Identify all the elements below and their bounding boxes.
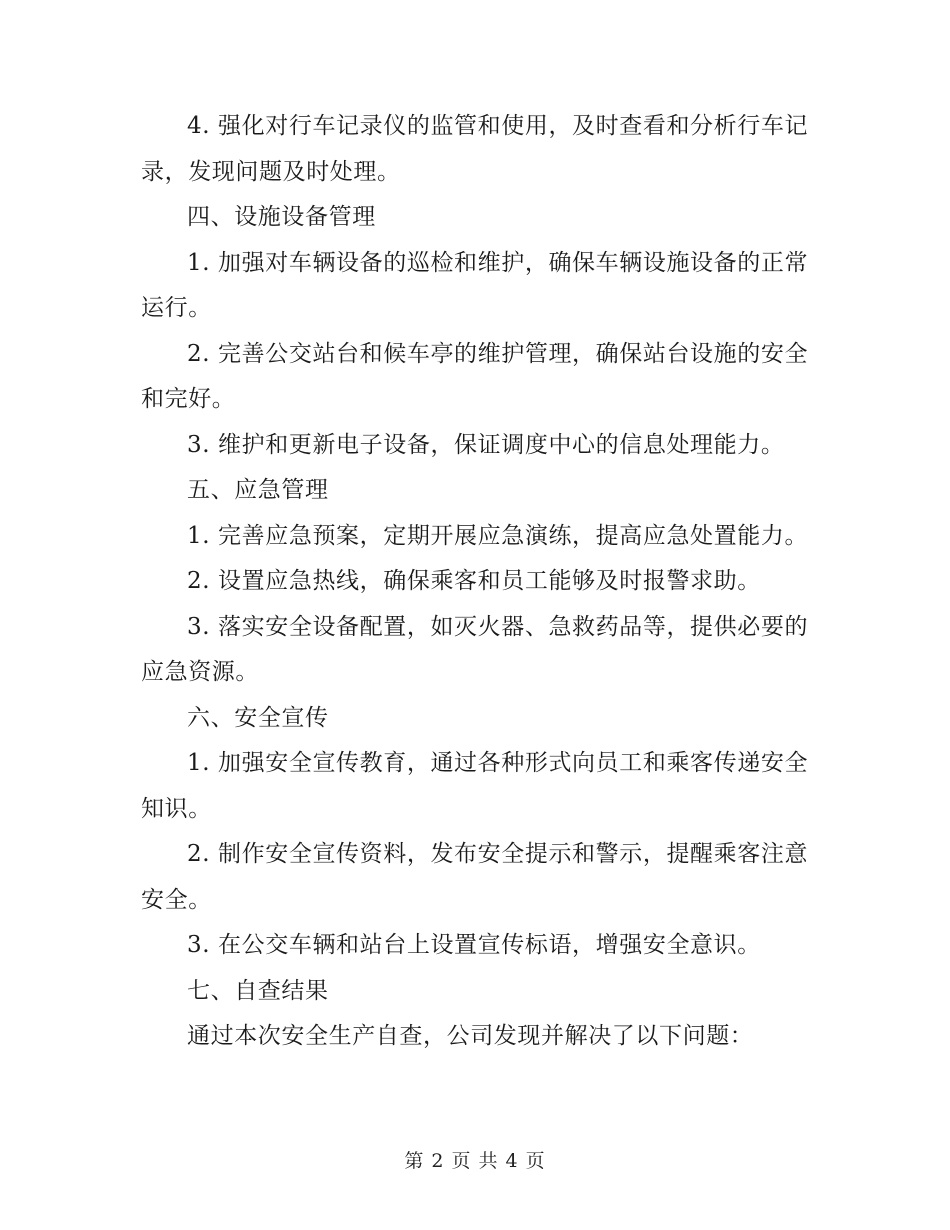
- page-number-footer: 第 2 页 共 4 页: [404, 1150, 546, 1172]
- section-heading-publicity: 六、安全宣传: [187, 704, 329, 731]
- document-body: [141, 104, 813, 1060]
- paragraph-item-1-emergency-plan: 1. 完善应急预案，定期开展应急演练，提高应急处置能力。: [187, 522, 809, 549]
- paragraph-item-2-safety-materials: 2. 制作安全宣传资料，发布安全提示和警示，提醒乘客注意安全。: [141, 841, 809, 913]
- paragraph-item-2-hotline: 2. 设置应急热线，确保乘客和员工能够及时报警求助。: [187, 568, 761, 594]
- paragraph-item-3-safety-equipment: 3. 落实安全设备配置，如灭火器、急救药品等，提供必要的应急资源。: [141, 613, 809, 685]
- paragraph-item-1-vehicle-inspection: 1. 加强对车辆设备的巡检和维护，确保车辆设施设备的正常运行。: [141, 249, 809, 321]
- section-heading-emergency: 五、应急管理: [187, 477, 329, 503]
- section-heading-facilities: 四、设施设备管理: [187, 204, 376, 230]
- section-heading-results: 七、自查结果: [187, 977, 329, 1004]
- paragraph-item-4-dashcam: 4. 强化对行车记录仪的监管和使用，及时查看和分析行车记录，发现问题及时处理。: [141, 113, 809, 185]
- paragraph-results-intro: 通过本次安全生产自查，公司发现并解决了以下问题：: [187, 1023, 754, 1049]
- paragraph-item-3-electronic-equipment: 3. 维护和更新电子设备，保证调度中心的信息处理能力。: [187, 431, 785, 458]
- paragraph-item-3-slogans: 3. 在公交车辆和站台上设置宣传标语，增强安全意识。: [187, 932, 761, 958]
- paragraph-item-2-bus-stops: 2. 完善公交站台和候车亭的维护管理，确保站台设施的安全和完好。: [141, 340, 809, 412]
- paragraph-item-1-safety-education: 1. 加强安全宣传教育，通过各种形式向员工和乘客传递安全知识。: [141, 750, 809, 822]
